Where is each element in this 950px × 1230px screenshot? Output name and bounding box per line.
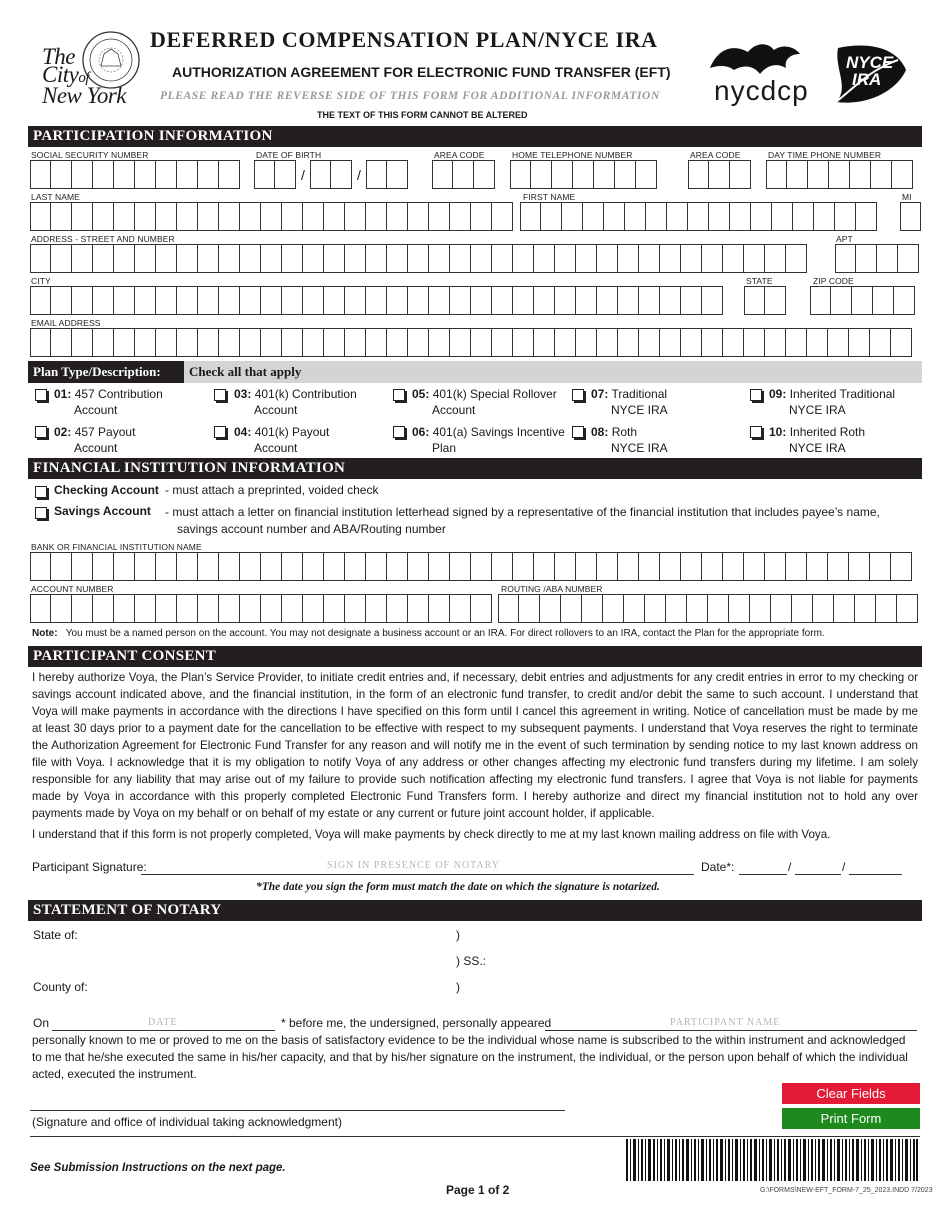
mi-input[interactable] xyxy=(900,202,921,231)
ssn-label: SOCIAL SECURITY NUMBER xyxy=(31,150,149,160)
plan-09-option: 09: Inherited Traditional NYCE IRA xyxy=(769,387,896,417)
checking-checkbox[interactable] xyxy=(35,486,47,498)
plan-07-option: 07: Traditional NYCE IRA xyxy=(591,387,668,417)
date-day-line[interactable] xyxy=(795,874,841,875)
logo-text-newyork: New York xyxy=(42,83,126,108)
consent-paragraph-2: I understand that if this form is not properly completed, Voya will make payments by check directly to me at my last known mailing address on file with Voya. xyxy=(32,828,831,841)
signature-line[interactable] xyxy=(141,874,694,875)
plan-04-option: 04: 401(k) Payout Account xyxy=(234,425,330,455)
print-form-button[interactable]: Print Form xyxy=(782,1108,920,1129)
file-reference: G:\FORMS\NEW-EFT_FORM-7_25_2023.INDD 7/2023 xyxy=(760,1187,933,1194)
signature-label: Participant Signature: xyxy=(32,860,147,874)
apt-label: APT xyxy=(836,234,853,244)
plan-07-checkbox[interactable] xyxy=(572,389,584,401)
on-label: On xyxy=(33,1016,50,1030)
dob-label: DATE OF BIRTH xyxy=(256,150,322,160)
address-input[interactable] xyxy=(30,244,807,273)
zip-label: ZIP CODE xyxy=(813,276,854,286)
dob-slash-1: / xyxy=(301,167,305,183)
nyce-ira-logo xyxy=(826,40,916,110)
date-sep-2: / xyxy=(842,860,846,874)
nyce-logo-text: NYCE xyxy=(846,53,894,72)
submission-note: See Submission Instructions on the next page. xyxy=(30,1162,286,1174)
savings-checkbox[interactable] xyxy=(35,507,47,519)
plan-08-option: 08: Roth NYCE IRA xyxy=(591,425,668,455)
plan-10-option: 10: Inherited Roth NYCE IRA xyxy=(769,425,866,455)
barcode xyxy=(626,1139,918,1181)
checking-desc: - must attach a preprinted, voided check xyxy=(165,483,379,497)
zip-input[interactable] xyxy=(810,286,915,315)
plan-01-checkbox[interactable] xyxy=(35,389,47,401)
before-me-text: * before me, the undersigned, personally appeared xyxy=(281,1016,552,1030)
consent-section-header: PARTICIPANT CONSENT xyxy=(28,646,922,667)
plan-type-title: Plan Type/Description: xyxy=(28,361,184,383)
nycdcp-logo xyxy=(704,38,808,113)
state-of-label: State of: xyxy=(33,928,78,942)
day-area-code-input[interactable] xyxy=(688,160,751,189)
notary-signature-label: (Signature and office of individual taking acknowledgment) xyxy=(32,1115,342,1129)
form-title: DEFERRED COMPENSATION PLAN/NYCE IRA xyxy=(150,27,658,52)
email-label: EMAIL ADDRESS xyxy=(31,318,101,328)
signature-placeholder: SIGN IN PRESENCE OF NOTARY xyxy=(327,860,500,871)
address-label: ADDRESS - STREET AND NUMBER xyxy=(31,234,175,244)
notary-body: personally known to me or proved to me on the basis of satisfactory evidence to be the individual whose name is subscribed to the within instrument and acknowledged to me that he/she executed the same in his/her capacity, and that by his/her signature on the instrument, the individual, or the person upon behalf of which the individual acted, executed the instrument. xyxy=(32,1033,908,1081)
mi-label: MI xyxy=(902,192,912,202)
consent-paragraph: I hereby authorize Voya, the Plan’s Service Provider, to initiate credit entries and, if necessary, debit entries and adjustments for any credit entries in error to my checking or savings account indicated above, and the financial institution, in the form of an electronic fund transfer, to credit and/or debit the same to such account. I understand that Voya will make payments in accordance with the directions I have specified on this form until I cancel this agreement in writing. Notice of cancellation must be made by me at least 30 days prior to a payment date for the cancellation to be effective with respect to my subsequent payments. I understand that Voya reserves the right to terminate the Authorization Agreement for Electronic Fund Transfer for any reason and will notify me in the event of such termination by sending notice to my last known address on file with Voya. I acknowledge that it is my obligation to notify Voya of any address or other changes affecting my electronic fund transfers during my lifetime. I am solely responsible for any liability that may arise out of my failure to provide such notification affecting my electronic fund transfers. I agree that Voya is not liable for payments made by Voya in accordance with this properly completed Electronic Fund Transfers form. I hereby authorize and direct my financial institution not to hold any over payments made by Voya on my behalf or on behalf of my estate or any current or future joint account holder, if applicable. xyxy=(32,671,918,820)
ira-logo-text: IRA xyxy=(852,70,882,89)
date-label: Date*: xyxy=(701,860,735,874)
date-note: *The date you sign the form must match the date on which the signature is notarized. xyxy=(256,881,660,893)
city-label: CITY xyxy=(31,276,51,286)
savings-desc: - must attach a letter on financial institution letterhead signed by a representative of the financial institution that includes payee’s name, savings account number and ABA/Routing number xyxy=(165,505,880,536)
dob-slash-2: / xyxy=(357,167,361,183)
note-text: You must be a named person on the account. You may not designate a business account or an IRA. For direct rollovers to an IRA, contact the Plan for the appropriate form. xyxy=(65,628,825,639)
checking-label: Checking Account xyxy=(54,483,159,497)
plan-01-option: 01: 457 Contribution Account xyxy=(54,387,163,417)
notary-date-placeholder: DATE xyxy=(148,1017,178,1028)
date-month-line[interactable] xyxy=(739,874,787,875)
dob-year-input[interactable] xyxy=(366,160,408,189)
paren-3: ) xyxy=(456,980,460,994)
notary-section-header: STATEMENT OF NOTARY xyxy=(28,900,922,921)
date-year-line[interactable] xyxy=(849,874,902,875)
logo-text-city: City xyxy=(42,62,79,87)
savings-label: Savings Account xyxy=(54,504,151,518)
plan-05-option: 05: 401(k) Special Rollover Account xyxy=(412,387,557,417)
email-input[interactable] xyxy=(30,328,912,357)
bank-name-input[interactable] xyxy=(30,552,912,581)
clear-fields-button[interactable]: Clear Fields xyxy=(782,1083,920,1104)
area-code-label: AREA CODE xyxy=(434,150,485,160)
city-logo xyxy=(28,30,143,122)
page-number: Page 1 of 2 xyxy=(446,1183,510,1197)
plan-05-checkbox[interactable] xyxy=(393,389,405,401)
area-code-input[interactable] xyxy=(432,160,495,189)
home-phone-label: HOME TELEPHONE NUMBER xyxy=(512,150,633,160)
first-name-input[interactable] xyxy=(520,202,877,231)
apt-input[interactable] xyxy=(835,244,919,273)
account-number-label: ACCOUNT NUMBER xyxy=(31,584,114,594)
plan-08-checkbox[interactable] xyxy=(572,426,584,438)
state-label: STATE xyxy=(746,276,773,286)
notary-signature-line[interactable] xyxy=(30,1110,565,1111)
plan-04-checkbox[interactable] xyxy=(214,426,226,438)
county-of-label: County of: xyxy=(33,980,88,994)
footer-divider xyxy=(30,1136,920,1137)
participation-section-header: PARTICIPATION INFORMATION xyxy=(28,126,922,147)
logo-text-the: The xyxy=(42,44,75,69)
bank-name-label: BANK OR FINANCIAL INSTITUTION NAME xyxy=(31,542,202,552)
ss-label: ) SS.: xyxy=(456,954,487,968)
dob-day-input[interactable] xyxy=(310,160,352,189)
nycdcp-logo-text: nycdcp xyxy=(714,75,809,106)
city-input[interactable] xyxy=(30,286,723,315)
financial-section-header: FINANCIAL INSTITUTION INFORMATION xyxy=(28,458,922,479)
home-phone-input[interactable] xyxy=(510,160,657,189)
paren-1: ) xyxy=(456,928,460,942)
plan-10-checkbox[interactable] xyxy=(750,426,762,438)
participant-name-line[interactable] xyxy=(545,1030,917,1031)
plan-03-checkbox[interactable] xyxy=(214,389,226,401)
day-phone-label: DAY TIME PHONE NUMBER xyxy=(768,150,882,160)
participant-name-placeholder: PARTICIPANT NAME xyxy=(670,1017,781,1028)
reverse-side-notice: PLEASE READ THE REVERSE SIDE OF THIS FORM FOR ADDITIONAL INFORMATION xyxy=(160,90,660,102)
day-phone-input[interactable] xyxy=(766,160,913,189)
ssn-input[interactable] xyxy=(30,160,240,189)
dob-month-input[interactable] xyxy=(254,160,296,189)
form-subtitle: AUTHORIZATION AGREEMENT FOR ELECTRONIC FUND TRANSFER (EFT) xyxy=(172,64,671,80)
plan-02-option: 02: 457 Payout Account xyxy=(54,425,136,455)
note xyxy=(32,628,825,639)
note-label: Note: xyxy=(32,628,58,639)
notary-date-line[interactable] xyxy=(52,1030,275,1031)
plan-02-checkbox[interactable] xyxy=(35,426,47,438)
routing-input[interactable] xyxy=(498,594,918,623)
date-sep-1: / xyxy=(788,860,792,874)
first-name-label: FIRST NAME xyxy=(523,192,576,202)
state-input[interactable] xyxy=(744,286,786,315)
plan-09-checkbox[interactable] xyxy=(750,389,762,401)
plan-06-checkbox[interactable] xyxy=(393,426,405,438)
plan-03-option: 03: 401(k) Contribution Account xyxy=(234,387,357,417)
last-name-input[interactable] xyxy=(30,202,513,231)
unaltered-notice: THE TEXT OF THIS FORM CANNOT BE ALTERED xyxy=(317,110,528,120)
account-number-input[interactable] xyxy=(30,594,492,623)
routing-label: ROUTING /ABA NUMBER xyxy=(501,584,603,594)
area-code-label-2: AREA CODE xyxy=(690,150,741,160)
last-name-label: LAST NAME xyxy=(31,192,80,202)
plan-06-option: 06: 401(a) Savings Incentive Plan xyxy=(412,425,565,455)
plan-type-hint: Check all that apply xyxy=(189,364,302,379)
barcode-icon xyxy=(626,1139,918,1181)
logo-text-of: of xyxy=(78,70,90,86)
